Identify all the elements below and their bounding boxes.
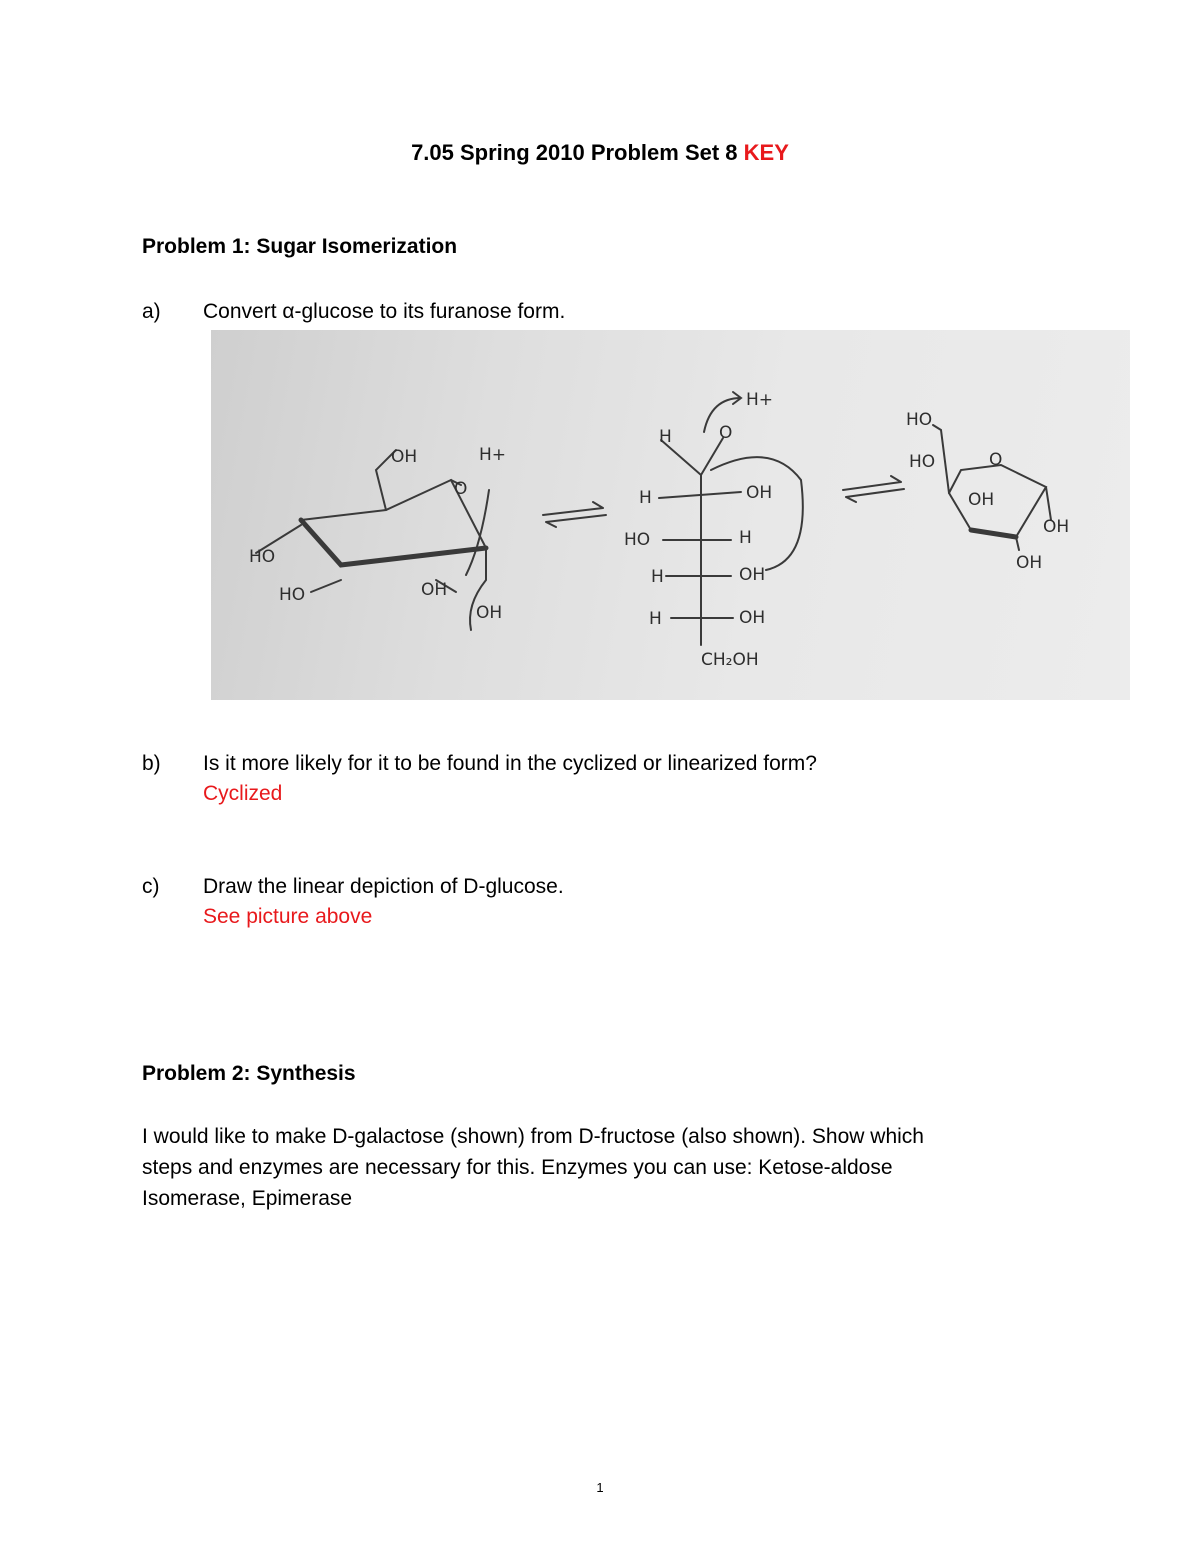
lin-h-top: H: [659, 427, 672, 447]
fur-ho-top: HO: [906, 410, 933, 430]
problem1-c-label: c): [142, 875, 160, 898]
document-title: [0, 140, 1200, 166]
fur-ring-o: O: [989, 450, 1003, 470]
equilibrium-arrow-2: [843, 476, 904, 502]
furanose-structure: [906, 410, 1069, 573]
pyr-oh-mid: OH: [421, 580, 448, 600]
title-key: KEY: [743, 140, 789, 165]
fur-oh-in: OH: [968, 490, 995, 510]
pyr-h-plus: H+: [479, 445, 507, 465]
problem1-c: [142, 875, 564, 899]
pyranose-structure: [249, 445, 506, 630]
pyr-oh-bottom: OH: [476, 603, 503, 623]
problem2-line3: Isomerase, Epimerase: [142, 1187, 353, 1210]
fur-oh-right: OH: [1043, 517, 1070, 537]
equilibrium-arrow-1: [543, 502, 606, 527]
lin-r2-left: HO: [624, 530, 651, 550]
problem1-b-label: b): [142, 752, 161, 775]
lin-r2-right: H: [739, 528, 752, 548]
lin-bottom: CH₂OH: [701, 650, 759, 670]
lin-h-plus: H+: [746, 390, 774, 410]
fur-oh-bottom: OH: [1016, 553, 1043, 573]
page-number: 1: [596, 1480, 604, 1495]
problem1-c-answer: See picture above: [203, 905, 373, 928]
fur-ho-mid: HO: [909, 452, 936, 472]
problem2-heading: Problem 2: Synthesis: [142, 1062, 356, 1085]
problem2-line2: steps and enzymes are necessary for this. Enzymes you can use: Ketose-aldose: [142, 1156, 893, 1179]
problem1-a: [142, 300, 565, 324]
lin-r4-left: H: [649, 609, 662, 629]
handwritten-mechanism-photo: [211, 330, 1130, 700]
problem1-a-text: Convert α-glucose to its furanose form.: [203, 300, 566, 323]
pyr-oh-top: OH: [391, 447, 418, 467]
mechanism-drawing: [211, 330, 1130, 700]
lin-r1-right: OH: [746, 483, 773, 503]
pyr-ho-lower: HO: [279, 585, 306, 605]
lin-o-top: O: [719, 423, 733, 443]
problem1-b: [142, 752, 817, 776]
problem1-a-label: a): [142, 300, 161, 323]
problem2-line1: I would like to make D-galactose (shown) from D-fructose (also shown). Show which: [142, 1125, 924, 1148]
lin-r4-right: OH: [739, 608, 766, 628]
linear-structure: [624, 390, 803, 670]
pyr-ring-o: O: [454, 479, 468, 499]
lin-r1-left: H: [639, 488, 652, 508]
pyr-ho-left: HO: [249, 547, 276, 567]
problem1-b-answer: Cyclized: [203, 782, 283, 805]
lin-r3-right: OH: [739, 565, 766, 585]
problem1-c-text: Draw the linear depiction of D-glucose.: [203, 875, 564, 898]
lin-r3-left: H: [651, 567, 664, 587]
problem1-b-text: Is it more likely for it to be found in the cyclized or linearized form?: [203, 752, 817, 775]
title-main: 7.05 Spring 2010 Problem Set 8: [411, 140, 738, 165]
problem1-heading: Problem 1: Sugar Isomerization: [142, 235, 458, 258]
